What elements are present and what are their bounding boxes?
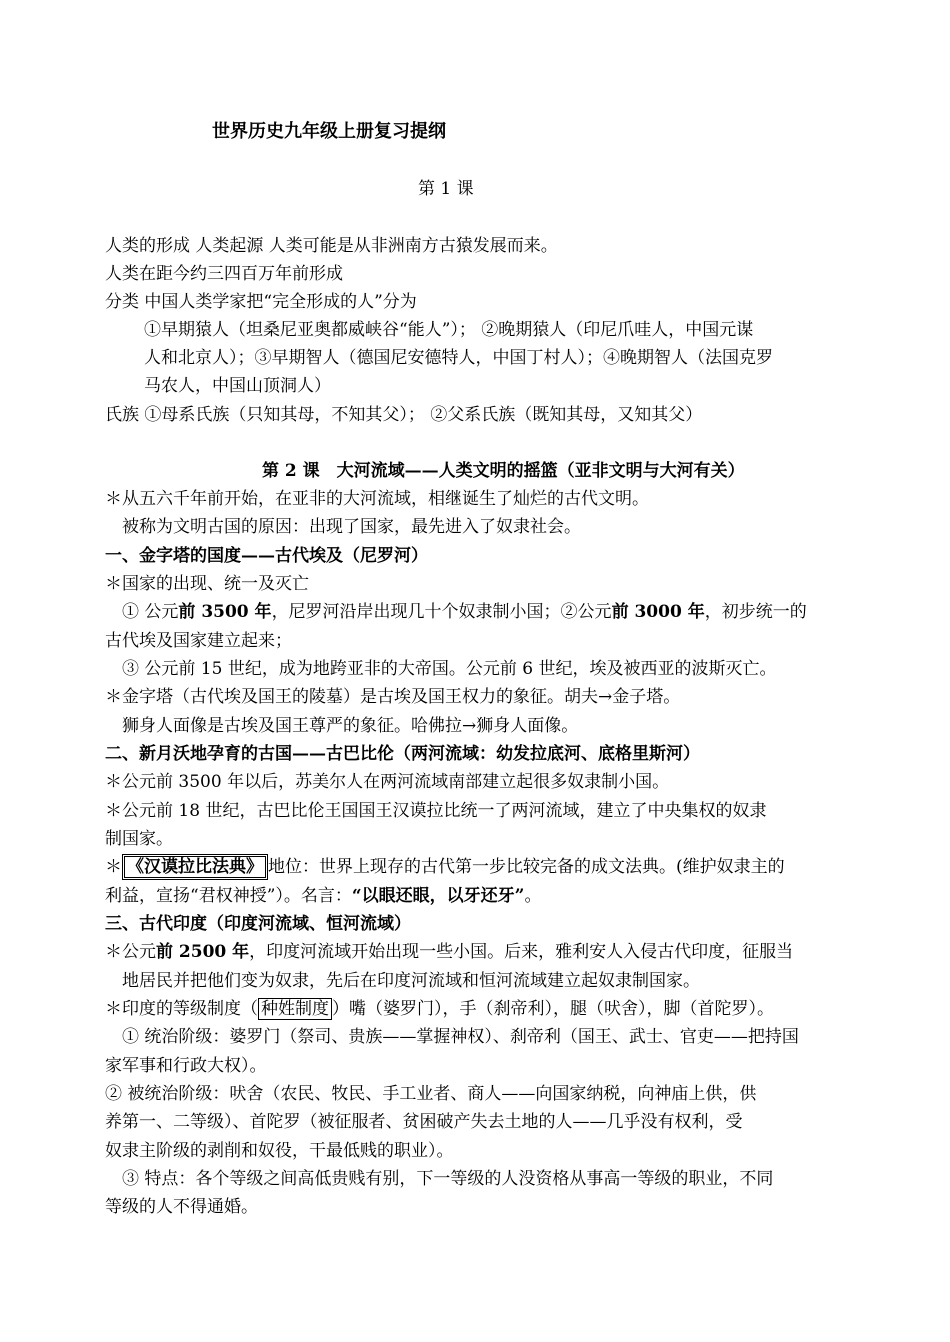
text-run: 。: [524, 886, 542, 906]
text-line: 制国家。: [105, 829, 173, 849]
text-run: ，初步统一的: [704, 602, 807, 622]
text-line: 氏族 ①母系氏族（只知其母，不知其父）； ②父系氏族（既知其母，又知其父）: [105, 405, 703, 425]
text-line: ①早期猿人（坦桑尼亚奥都威峡谷“能人”）； ②晚期猿人（印尼爪哇人，中国元谋: [144, 320, 754, 340]
text-line: [105, 853, 785, 881]
text-line: ＊公元前 3500 年以后，苏美尔人在两河流域南部建立起很多奴隶制小国。: [105, 772, 670, 792]
text-run: ＊: [105, 857, 122, 877]
text-line: 家军事和行政大权）。: [105, 1056, 267, 1076]
text-line: 古代埃及国家建立起来；: [105, 631, 292, 651]
text-line: 人和北京人）；③早期智人（德国尼安德特人，中国丁村人）；④晚期智人（法国克罗: [144, 348, 773, 368]
text-line: [122, 598, 807, 626]
section-heading-egypt: 一、金字塔的国度——古代埃及（尼罗河）: [105, 546, 428, 566]
document-title: 世界历史九年级上册复习提纲: [212, 121, 446, 142]
text-line: 被称为文明古国的原因：出现了国家，最先进入了奴隶社会。: [122, 517, 581, 537]
text-line: 狮身人面像是古埃及国王尊严的象征。哈佛拉→狮身人面像。: [122, 716, 579, 736]
code-of-hammurabi-boxed: 《汉谟拉比法典》: [122, 854, 268, 880]
text-line: 分类 中国人类学家把“完全形成的人”分为: [105, 292, 417, 312]
text-line: [105, 938, 793, 966]
text-run: 地位：世界上现存的古代第一步比较完备的成文法典。(维护奴隶主的: [268, 857, 785, 877]
text-line: 奴隶主阶级的剥削和奴役，干最低贱的职业）。: [105, 1141, 454, 1161]
text-line: ① 统治阶级：婆罗门（祭司、贵族——掌握神权）、刹帝利（国王、武士、官吏——把持国: [122, 1027, 799, 1047]
text-line: ＊公元前 18 世纪，古巴比伦王国国王汉谟拉比统一了两河流域，建立了中央集权的奴隶: [105, 801, 767, 821]
text-line: [105, 995, 774, 1023]
text-line: 人类在距今约三四百万年前形成: [105, 264, 343, 284]
text-run: ① 公元: [122, 602, 179, 622]
text-line: ＊国家的出现、统一及灭亡: [105, 574, 309, 594]
date-emphasis: 前 3000 年: [611, 602, 705, 622]
section-heading-babylon: 二、新月沃地孕育的古国——古巴比伦（两河流域：幼发拉底河、底格里斯河）: [105, 744, 700, 764]
text-line: ＊金字塔（古代埃及国王的陵墓）是古埃及国王权力的象征。胡夫→金子塔。: [105, 687, 681, 707]
text-line: 养第一、二等级）、首陀罗（被征服者、贫困破产失去土地的人——几乎没有权利，受: [105, 1112, 743, 1132]
text-run: ＊印度的等级制度（: [105, 999, 258, 1019]
caste-system-boxed: 种姓制度: [258, 998, 332, 1020]
section-heading-india: 三、古代印度（印度河流域、恒河流域）: [105, 914, 411, 934]
text-line: 马农人，中国山顶洞人）: [144, 376, 331, 396]
text-run: ，尼罗河沿岸出现几十个奴隶制小国；②公元: [271, 602, 612, 622]
text-line: [105, 882, 541, 910]
text-line: ② 被统治阶级：吠舍（农民、牧民、手工业者、商人——向国家纳税，向神庙上供，供: [105, 1084, 757, 1104]
text-line: ＊从五六千年前开始，在亚非的大河流域，相继诞生了灿烂的古代文明。: [105, 489, 649, 509]
date-emphasis: 前 3500 年: [178, 602, 272, 622]
text-line: ③ 公元前 15 世纪，成为地跨亚非的大帝国。公元前 6 世纪，埃及被西亚的波斯灭亡。: [122, 659, 777, 679]
date-emphasis: 前 2500 年: [156, 942, 250, 962]
text-run: 利益，宣扬“君权神授”）。名言：: [105, 886, 352, 906]
text-line: 人类的形成 人类起源 人类可能是从非洲南方古猿发展而来。: [105, 236, 558, 256]
text-run: ＊公元: [105, 942, 156, 962]
lesson1-heading: 第 1 课: [418, 179, 474, 199]
text-run: ，印度河流域开始出现一些小国。后来，雅利安人入侵古代印度，征服当: [249, 942, 794, 962]
text-line: 等级的人不得通婚。: [105, 1197, 258, 1217]
text-line: ③ 特点：各个等级之间高低贵贱有别，下一等级的人没资格从事高一等级的职业，不同: [122, 1169, 774, 1189]
quote-emphasis: “以眼还眼，以牙还牙”: [351, 886, 525, 906]
text-line: 地居民并把他们变为奴隶，先后在印度河流域和恒河流域建立起奴隶制国家。: [122, 971, 700, 991]
text-run: ）嘴（婆罗门），手（刹帝利），腿（吠舍），脚（首陀罗）。: [332, 999, 774, 1019]
lesson2-heading: 第 2 课 大河流域——人类文明的摇篮（亚非文明与大河有关）: [262, 461, 745, 481]
